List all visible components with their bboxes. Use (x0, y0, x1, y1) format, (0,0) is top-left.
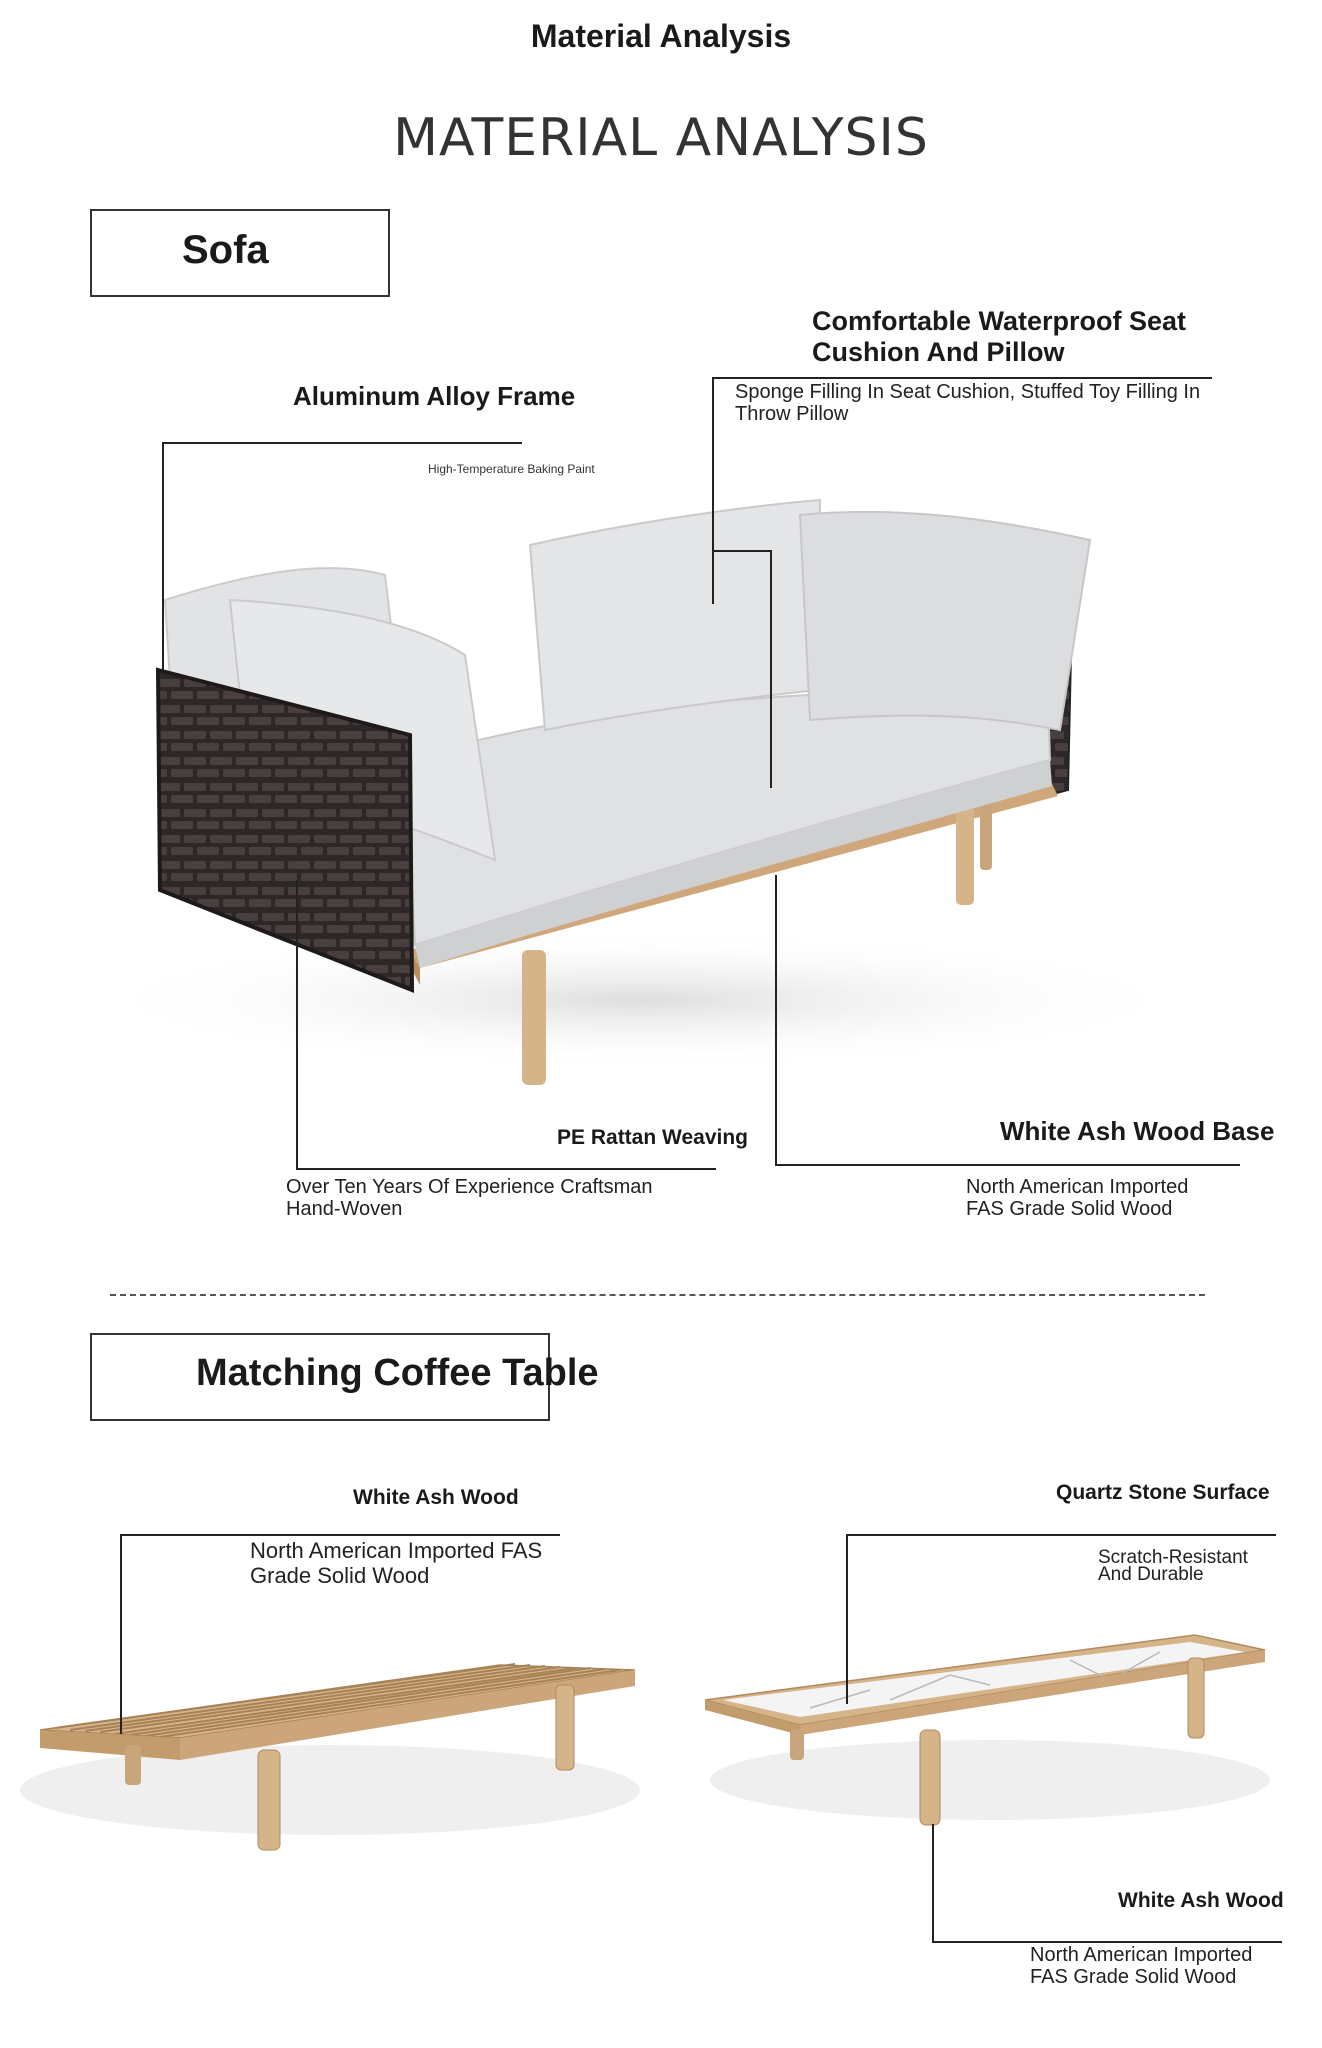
quartz-table-illustration (690, 1590, 1290, 1850)
rattan-callout-line-h (296, 1168, 716, 1170)
wood-right-callout-desc-line1: North American Imported (1030, 1944, 1253, 1966)
wood-left-callout-line-h (120, 1534, 560, 1536)
base-callout-line-v (775, 875, 777, 1165)
rattan-callout-line-v (296, 880, 298, 1170)
cushion-callout-title-line1: Comfortable Waterproof Seat (812, 306, 1187, 336)
cushion-callout-line-v1 (712, 377, 714, 604)
cushion-callout-line-h2 (712, 550, 772, 552)
quartz-callout-desc-line1: Scratch-Resistant (1098, 1547, 1248, 1568)
quartz-callout-line-h (846, 1534, 1276, 1536)
quartz-callout-desc-line2: And Durable (1098, 1564, 1204, 1585)
cushion-callout-desc-line1: Sponge Filling In Seat Cushion, Stuffed Toy Filling In (735, 381, 1201, 403)
main-heading: MATERIAL ANALYSIS (393, 108, 929, 168)
page-title: Material Analysis (530, 18, 792, 54)
wood-left-callout-line-v (120, 1534, 122, 1734)
sofa-section-label: Sofa (182, 228, 269, 272)
quartz-callout-title: Quartz Stone Surface (1056, 1481, 1270, 1504)
base-callout-desc-line1: North American Imported (966, 1176, 1189, 1198)
base-callout-line-h (775, 1164, 1240, 1166)
rattan-callout-desc-line2: Hand-Woven (286, 1198, 403, 1220)
cushion-callout-line-v2 (770, 550, 772, 788)
wood-left-callout-desc-line1: North American Imported FAS (250, 1538, 543, 1563)
wood-right-callout-desc-line2: FAS Grade Solid Wood (1030, 1966, 1237, 1988)
wood-left-callout-desc-line2: Grade Solid Wood (250, 1563, 430, 1588)
cushion-callout-title-line2: Cushion And Pillow (812, 337, 1065, 367)
wood-right-callout-title: White Ash Wood (1118, 1889, 1284, 1912)
quartz-callout-line-v (846, 1534, 848, 1704)
cushion-callout-line-h1 (712, 377, 1212, 379)
base-callout-desc-line2: FAS Grade Solid Wood (966, 1198, 1173, 1220)
section-divider (110, 1294, 1205, 1296)
wood-right-callout-line-v (932, 1824, 934, 1942)
wood-right-callout-line-h (932, 1941, 1282, 1943)
table-section-label: Matching Coffee Table (196, 1352, 599, 1394)
rattan-callout-desc-line1: Over Ten Years Of Experience Craftsman (286, 1176, 653, 1198)
cushion-callout-desc-line2: Throw Pillow (735, 403, 849, 425)
slatted-table-illustration (0, 1560, 660, 1880)
frame-callout-line-v (162, 442, 164, 670)
base-callout-title: White Ash Wood Base (1000, 1116, 1275, 1146)
frame-callout-note: High-Temperature Baking Paint (428, 462, 595, 476)
frame-callout-title: Aluminum Alloy Frame (293, 381, 576, 411)
wood-left-callout-title: White Ash Wood (353, 1486, 519, 1509)
rattan-callout-title: PE Rattan Weaving (557, 1126, 748, 1149)
frame-callout-line-h (162, 442, 522, 444)
